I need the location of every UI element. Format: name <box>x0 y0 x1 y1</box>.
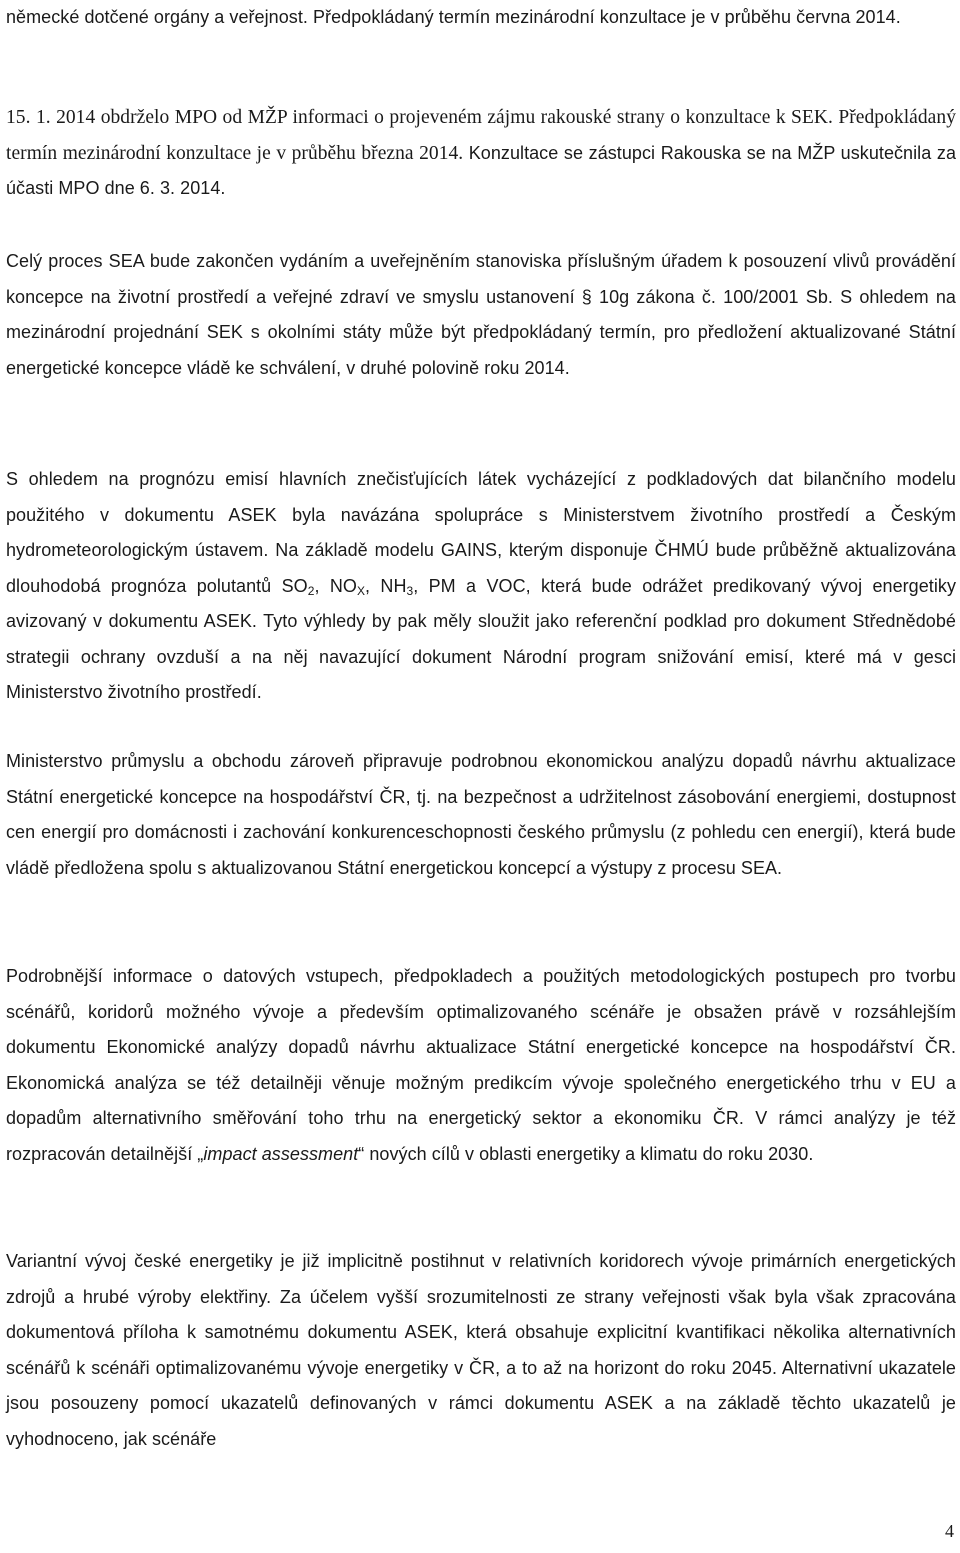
paragraph-text: Podrobnější informace o datových vstupech, předpokladech a použitých metodologických postupech pro tvorbu scénářů, koridorů možného vývoje a především optimalizovaného scénáře je obsažen právě v rozsáhlejším dokumentu Ekonomické analýzy dopadů návrhu aktualizace Státní energetické koncepce na hospodářství ČR. Ekonomická analýza se též detailněji věnuje možným predikcím vývoje společného energetického trhu v EU a dopadům alternativního směřování toho trhu na energetický sektor a ekonomiku ČR. V rámci analýzy je též rozpracován detailnější „ <box>6 966 956 1164</box>
paragraph-economic-analysis <box>6 744 956 886</box>
paragraph-text-continued: Konzultace se zástupci Rakouska se na MŽP uskutečnila za účasti MPO dne 6. 3. 2014. <box>6 142 956 198</box>
paragraph-sea-process <box>6 244 956 386</box>
subscript: 3 <box>406 583 414 598</box>
paragraph-text: , NH <box>365 575 407 596</box>
subscript: 2 <box>307 583 315 598</box>
paragraph-text: Celý proces SEA bude zakončen vydáním a uveřejněním stanoviska příslušným úřadem k posouzení vlivů provádění koncepce na životní prostředí a veřejné zdraví ve smyslu ustanovení § 10g zákona č. 100/2001 Sb. S ohledem na mezinárodní projednání SEK s okolními státy může být předpokládaný termín, pro předložení aktualizované Státní energetické koncepce vládě ke schválení, v druhé polovině roku 2014. <box>6 251 956 378</box>
paragraph-text: S ohledem na prognózu emisí hlavních znečisťujících látek vycházející z podkladových dat bilančního modelu použitého v dokumentu ASEK byla navázána spolupráce s Ministerstvem životního prostředí a Českým hydrometeorologickým ústavem. Na základě modelu GAINS, kterým disponuje ČHMÚ bude průběžně aktualizována dlouhodobá prognóza polutantů SO <box>6 469 956 596</box>
paragraph-text: 15. 1. 2014 obdrželo MPO od MŽP informaci o projeveném zájmu rakouské strany o konzultace k SEK. Předpokládaný termín mezinárodní konzultace je v průběhu března 2014. <box>6 107 956 164</box>
paragraph-detailed-information <box>6 959 956 1172</box>
page-number: 4 <box>945 1521 954 1541</box>
paragraph-austria-consultation <box>6 100 956 207</box>
paragraph-intro <box>6 0 956 36</box>
italic-term: impact assessment <box>203 1143 359 1164</box>
paragraph-text: , PM a VOC, která bude odrážet predikovaný vývoj energetiky avizovaný v dokumentu ASEK. Tyto výhledy by pak měly sloužit jako referenční podklad pro dokument Střednědobé strategii ochrany ovzduší a na něj navazující dokument Národní program snižování emisí, které má v gesci Ministerstvo životního prostředí. <box>6 575 957 702</box>
paragraph-text: německé dotčené orgány a veřejnost. Předpokládaný termín mezinárodní konzultace je v průběhu června 2014. <box>6 7 901 27</box>
paragraph-text: Ministerstvo průmyslu a obchodu zároveň připravuje podrobnou ekonomickou analýzu dopadů návrhu aktualizace Státní energetické koncepce na hospodářství ČR, tj. na bezpečnost a udržitelnost zásobování energiemi, dostupnost cen energií pro domácnosti i zachování konkurenceschopnosti českého průmyslu (z pohledu cen energií), která bude vládě předložena spolu s aktualizovanou Státní energetickou koncepcí a výstupy z procesu SEA. <box>6 751 956 878</box>
paragraph-text: “ nových cílů v oblasti energetiky a klimatu do roku 2030. <box>358 1143 814 1164</box>
subscript: X <box>356 583 365 598</box>
paragraph-emissions-forecast <box>6 462 956 711</box>
paragraph-text: , NO <box>314 575 357 596</box>
paragraph-variant-development <box>6 1244 956 1457</box>
paragraph-text: Variantní vývoj české energetiky je již implicitně postihnut v relativních koridorech vývoje primárních energetických zdrojů a hrubé výroby elektřiny. Za účelem vyšší srozumitelnosti ze strany veřejnosti však byla však zpracována dokumentová příloha k samotnému dokumentu ASEK, která obsahuje explicitní kvantifikaci několika alternativních scénářů k scénáři optimalizovanému vývoje energetiky v ČR, a to až na horizont do roku 2045. Alternativní ukazatele jsou posouzeny pomocí ukazatelů definovaných v rámci dokumentu ASEK a na základě těchto ukazatelů je vyhodnoceno, jak scénáře <box>6 1251 956 1449</box>
